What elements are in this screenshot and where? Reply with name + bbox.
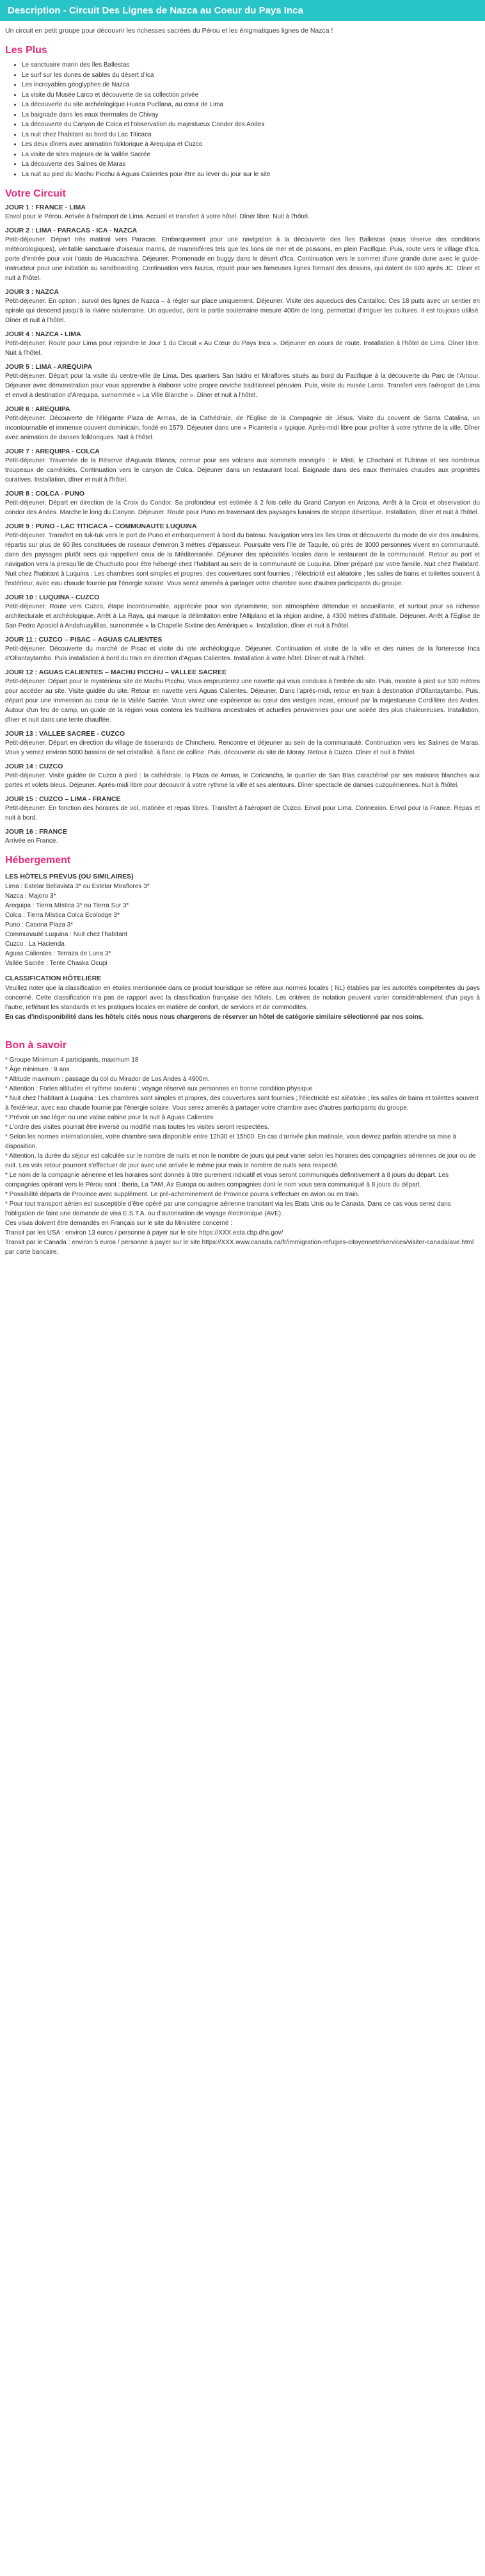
page-title: Description - Circuit Des Lignes de Nazca au Coeur du Pays Inca [0, 0, 485, 21]
bon-a-savoir-heading: Bon à savoir [5, 1040, 67, 1051]
day-text: Petit-déjeuner. Route pour Lima pour rejoindre le Jour 1 du Circuit « Au Cœur du Pays Inca ». Déjeuner en cours de route. Installation à l'hôtel de Lima. Dîner libre. Nuit à l'hôtel. [5, 340, 480, 357]
list-item: * Selon les normes internationales, votre chambre sera disponible entre 12h30 et 15h00. En cas d'arrivée plus matinale, vous devrez parfois attendre sa mise à disposition. [5, 1133, 457, 1151]
hebergement-heading: Hébergement [5, 855, 71, 866]
list-item: Colca : Tierra Mística Colca Ecolodge 3* [5, 912, 120, 919]
list-item: • La nuit chez l'habitant au bord du Lac Titicaca [22, 130, 480, 140]
list-item: • Les deux dîners avec animation folklorique à Arequipa et Cuzco [22, 140, 480, 150]
hotel-list [5, 882, 480, 968]
notes-list [5, 1055, 480, 1257]
list-item: • Les incroyables géoglyphes de Nazca [22, 80, 480, 90]
day-text: Petit-déjeuner. En fonction des horaires de vol, matinée et repas libres. Transfert à l'aéroport de Cuzco. Envol pour Lima. Connexion. Envol pour la France. Repas et nuit à bord. [5, 805, 480, 822]
day-block [5, 795, 480, 823]
list-item: Ces visas doivent être demandés en Français sur le site du Ministère concerné : [5, 1220, 233, 1227]
day-block [5, 522, 480, 588]
day-title: JOUR 7 : AREQUIPA - COLCA [5, 448, 100, 456]
day-block [5, 204, 480, 222]
day-text: Petit-déjeuner. Traversée de la Réserve d'Aguada Blanca, connue pour ses volcans aux sommets enneigés : le Misti, le Chachani et l'Ubinas et ses nombreux troupeaux de camélidés. Continuation vers le canyon de Colca. Déjeuner dans un restaurant local. Baignade dans des eaux thermales chaudes aux propriétés curatives. Installation, dîner et nuit à l'hôtel. [5, 457, 480, 484]
circuit-heading: Votre Circuit [5, 188, 66, 200]
day-title: JOUR 2 : LIMA - PARACAS - ICA - NAZCA [5, 227, 138, 235]
list-item: • Le sanctuaire marin des îles Ballestas [22, 60, 480, 70]
highlights-heading: Les Plus [5, 45, 47, 56]
list-item: Communauté Luquina : Nuit chez l'habitant [5, 931, 127, 939]
day-text: Petit-déjeuner. Route vers Cuzco, étape incontournable, appréciée pour son dynamisme, son atmosphère détendue et accueillante, et surtout pour sa richesse architecturale et archéologique. Arrêt à La Raya, qui marque la délimitation entre l'Altiplano et la région andine, à 4300 mètres d'altitude. Déjeuner. Arrêt à l'Eglise de San Pedro Apostol à Andahuaylillas, surnommée « la Chapelle Sixtine des Amériques ». Installation, dîner et nuit à l'hôtel. [5, 603, 480, 630]
day-title: JOUR 11 : CUZCO – PISAC – AGUAS CALIENTES [5, 636, 163, 644]
day-block [5, 288, 480, 325]
day-text: Petit-déjeuner. Découverte de l'élégante Plaza de Armas, de la Cathédrale, de l'Eglise de la Compagnie de Jésus. Visite du couvent de Santa Catalina, un incontournable et immense couvent dominicain, fondé en 1579. Déjeuner dans une « Picantería » typique. Après-midi libre pour profiter à votre rythme de la ville. Dîner avec animation de danses folkloriques. Nuit à l'hôtel. [5, 415, 480, 442]
list-item: • La nuit au pied du Machu Picchu à Aguas Calientes pour être au lever du jour sur le site [22, 170, 480, 180]
day-text: Petit-déjeuner. En option : survol des lignes de Nazca – à régler sur place uniquement. Déjeuner. Visite des aqueducs des Cantalloc. Ces 18 puits avec un sentier en spirale qui descend jusqu'à la rivière souterraine. Un aqueduc, dont la partie souterraine mesure 400m de long, permettait d'irriguer les cultures. Il est toujours utilisé. Dîner et nuit à l'hôtel. [5, 298, 480, 325]
list-item: * Pour tout transport aérien est susceptible d'être opéré par une compagnie aérienne transitant via les Etats Unis ou le Canada. Dans ce cas vous serez dans l'obligation de faire une demande de visa E.S.T.A. ou d'autorisation de voyage électronique (AVE). [5, 1201, 451, 1218]
day-block [5, 763, 480, 790]
list-item: Puno : Casona Plaza 3* [5, 921, 74, 929]
classification-text: Veuillez noter que la classification en étoiles mentionnée dans ce produit touristique se réfère aux normes locales ( NL) établies par les autorités compétentes du pays concerné. Cette classification n'a pas de rapport avec la classification française des hôtels. Les critères de notation peuvent varier considérablement d'un pays à l'autre, reflétant les standards et les pratiques locales en matière de confort, de services et de commodités. [5, 985, 480, 1012]
list-item: • La visite du Musée Larco et découverte de sa collection privée [22, 90, 480, 101]
list-item: • Le surf sur les dunes de sables du désert d'Ica [22, 70, 480, 81]
day-text: Petit-déjeuner. Transfert en tuk-tuk vers le port de Puno et embarquement à bord du bateau. Navigation vers les îles Uros et découverte du mode de vie des insulaires, répartis sur plus de 60 îles constituées de roseaux d'environ 3 mètres d'épaisseur. Poursuite vers l'île de Taquile, où près de 3000 personnes vivent en communauté, dans des paysages plutôt secs qui rappellent ceux de la Méditerranée. Déjeuner des spécialités locales dans le restaurant de la communauté. Retour au port et navigation vers la presqu'île de Chuchuito pour être hébergé chez l'habitant au sein de la communauté de Luquina. Dîner préparé par votre famille. Nuit chez l'habitant. Nuit chez l'habitant à Luquina : Les chambres sont simples et propres, des couvertures sont fournies ; l'électricité est aléatoire ; les salles de bains et toilettes souvent à l'extérieur, avec eau chaude fournie par l'énergie solaire. Vous serez amenés à partager votre chambre avec d'autres participants du groupe. [5, 532, 480, 588]
list-item: Aguas Calientes : Terraza de Luna 3* [5, 950, 111, 958]
day-block [5, 363, 480, 400]
day-block [5, 330, 480, 358]
list-item: Lima : Estelar Bellavista 3* ou Estelar Miraflores 3* [5, 883, 150, 891]
list-item: • La visite de sites majeurs de la Vallée Sacrée [22, 150, 480, 160]
list-item: * Le nom de la compagnie aérienne et les horaires sont donnés à titre purement indicatif et vous seront communiqués définitivement à 8 jours du départ. Les compagnies opérant vers le Pérou sont : Iberia, La TAM, Air Europa ou autres compagnies dont le nom vous sera communiqué à 8 jours du départ. [5, 1172, 449, 1189]
day-text: Petit-déjeuner. Départ pour le mystérieux site de Machu Picchu. Vous emprunterez une navette qui vous conduira à l'entrée du site. Puis, montée à pied sur 500 mètres pour accéder au site. Visite guidée du site. Retour en navette vers Aguas Calientes. Déjeuner. Dans l'après-midi, retour en train à destination d'Ollantaytambo. Puis, départ pour une immersion au cœur de la Vallée Sacrée. Vous vivrez une expérience au cœur des vestiges incas, entouré par la majestueuse Cordillère des Andes. Autour d'un feu de camp, un guide de la région vous contera les traditions ancestrales et actuelles péruviennes pour une soirée des plus chaleureuses. Installation, dîner et nuit dans une tente chauffée. [5, 678, 480, 724]
list-item: Vallée Sacrée : Tente Chaska Ocupi [5, 960, 107, 968]
list-item: * Attention : Fortes altitudes et rythme soutenu ; voyage réservé aux personnes en bonne condition physique [5, 1085, 313, 1093]
day-text: Petit-déjeuner. Départ en direction du village de tisserands de Chinchero. Rencontre et déjeuner au sein de la communauté. Continuation vers les Salines de Maras. Vous y verrez environ 5000 bassins de sel cristallisé, à flanc de colline. Puis, découverte du site de Moray. Retour à Cuzco. Dîner et nuit à l'hôtel. [5, 740, 480, 757]
day-title: JOUR 1 : FRANCE - LIMA [5, 204, 86, 212]
list-item: • La baignade dans les eaux thermales de Chivay [22, 110, 480, 120]
list-item: * Possibilité départs de Province avec supplément. Le pré-acheminement de Province pourra s'effectuer en avion ou en train. [5, 1191, 360, 1199]
day-block [5, 594, 480, 631]
day-block [5, 668, 480, 725]
list-item: * L'ordre des visites pourrait être inversé ou modifié mais toutes les visites seront respectées. [5, 1124, 269, 1131]
day-text: Petit-déjeuner. Découverte du marché de Pisac et visite du site archéologique. Déjeuner. Continuation et visite de la ville et des ruines de la forteresse Inca d'Ollantaytambo. Puis installation à bord du train en direction d'Aguas Calientes. Installation à votre hôtel. Dîner et nuit à l'hôtel. [5, 645, 480, 663]
list-item: * Groupe Minimum 4 participants, maximum 18 [5, 1057, 139, 1064]
highlights-list [5, 60, 480, 179]
list-item: Transit par le Canada : environ 5 euros / personne à payer sur le site https://XXX.www.canada.ca/fr/immigration-refugies-citoyennete/services/visiter-canada/ave.html par carte bancaire. [5, 1239, 474, 1256]
list-item: • La découverte des Salines de Maras [22, 159, 480, 170]
day-text: Petit-déjeuner. Départ en direction de la Croix du Condor. Sa profondeur est estimée à 2 fois celle du Grand Canyon en Arizona. Arrêt à la Croix et observation du condor des Andes. Marche le long du Canyon. Déjeuner. Route pour Puno en traversant des paysages lunaires de steppe désertique. Installation, dîner et nuit à l'hôtel. [5, 499, 480, 517]
intro-text: Un circuit en petit groupe pour découvrir les richesses sacrées du Pérou et les énigmatiques lignes de Nazca ! [5, 27, 333, 35]
list-item: Cuzco : La Hacienda [5, 941, 65, 948]
day-block [5, 405, 480, 442]
list-item: * Altitude maximum : passage du col du Mirador de Los Andes à 4900m. [5, 1076, 210, 1083]
day-block [5, 227, 480, 283]
day-text: Arrivée en France. [5, 838, 58, 845]
day-title: JOUR 6 : AREQUIPA [5, 405, 70, 414]
day-title: JOUR 15 : CUZCO – LIMA - FRANCE [5, 795, 121, 804]
circuit-days [5, 204, 480, 846]
day-text: Petit-déjeuner. Visite guidée de Cuzco à pied : la cathédrale, la Plaza de Armas, le Coricancha, le quartier de San Blas caractérisé par ses maisons blanches aux portes et volets bleus. Déjeuner. Après-midi libre pour découvrir à votre rythme la ville et ses alentours. Dîner spectacle de danses cuzquéniennes. Nuit à l'hôtel. [5, 772, 480, 790]
list-item: Arequipa : Tierra Mística 3* ou Tierra Sur 3* [5, 902, 129, 910]
list-item: * Nuit chez l'habitant à Luquina : Les chambres sont simples et propres, des couvertures sont fournies ; l'électricité est aléatoire ; les salles de bains et toilettes souvent à l'extérieur, avec eau chaude fournie par l'énergie solaire. Vous serez amenés à partager votre chambre avec d'autres participants du groupe. [5, 1095, 479, 1112]
day-text: Petit-déjeuner. Départ pour la visite du centre-ville de Lima. Des quartiers San Isidro et Miraflores situés au bord du Pacifique à la découverte du Parc de l'Amour. Déjeuner avec démonstration pour vous apprendre à élaborer votre propre ceviche traditionnel péruvien. Puis, visite du musée Larco. Transfert vers l'aéroport de Lima et envol à destination d'Arequipa, surnommée « La Ville Blanche ». Dîner et nuit à l'hôtel. [5, 373, 480, 400]
day-block [5, 490, 480, 517]
day-text: Envol pour le Pérou. Arrivée à l'aéroport de Lima. Accueil et transfert à votre hôtel. Dîner libre. Nuit à l'hôtel. [5, 213, 310, 221]
day-title: JOUR 14 : CUZCO [5, 763, 63, 771]
day-block [5, 448, 480, 485]
day-block [5, 730, 480, 757]
day-title: JOUR 16 : FRANCE [5, 828, 67, 836]
list-item: * Âge minimum : 9 ans [5, 1066, 70, 1074]
list-item: * Attention, la durée du séjour est calculée sur le nombre de nuits et non le nombre de jours qui peut varier selon les horaires des compagnies aériennes de jour ou de nuit. Les vols retour pourront s'effectuer de jour avec une arrivée le même jour mais le nombre de nuits sera respecté. [5, 1153, 476, 1170]
day-title: JOUR 9 : PUNO - LAC TITICACA – COMMUNAUTE LUQUINA [5, 522, 197, 531]
day-title: JOUR 3 : NAZCA [5, 288, 60, 296]
list-item: • La découverte du Canyon de Colca et l'observation du majestueux Condor des Andes [22, 120, 480, 130]
list-item: • La découverte du site archéologique Huaca Pucllana, au cœur de Lima [22, 100, 480, 110]
day-title: JOUR 12 : AGUAS CALIENTES – MACHU PICCHU – VALLEE SACREE [5, 668, 227, 677]
day-title: JOUR 13 : VALLEE SACREE - CUZCO [5, 730, 125, 738]
day-title: JOUR 8 : COLCA - PUNO [5, 490, 84, 498]
hotels-title: LES HÔTELS PRÉVUS (OU SIMILAIRES) [5, 873, 134, 881]
day-text: Petit-déjeuner. Départ très matinal vers Paracas. Embarquement pour une navigation à la découverte des îles Ballestas (sous réserve des conditions météorologiques), véritable sanctuaire d'oiseaux marins, de mammifères tels que les lions de mer et de poissons, en plein Pacifique. Puis, route vers le village d'Ica, porte d'entrée pour voir l'oasis de Huacachina. Déjeuner. Promenade en buggy dans le désert d'Ica. Continuation vers le sommet d'une grande dune avec le guide-instructeur pour une initiation au sandboarding. Continuation vers Nazca, réputé pour ses fameuses lignes formant des dessins, qui datent de 600 après JC. Dîner et nuit à l'hôtel. [5, 236, 480, 282]
spacer [5, 1022, 480, 1031]
day-title: JOUR 10 : LUQUINA - CUZCO [5, 594, 100, 602]
list-item: * Prévoir un sac léger ou une valise cabine pour la nuit à Aguas Calientes [5, 1114, 214, 1122]
list-item: Nazca : Majoro 3* [5, 893, 56, 900]
list-item: Transit par les USA : environ 13 euros / personne à payer sur le site https://XXX.esta.cbp.dhs.gov/ [5, 1229, 283, 1237]
day-title: JOUR 4 : NAZCA - LIMA [5, 330, 81, 339]
day-block [5, 828, 480, 846]
day-title: JOUR 5 : LIMA - AREQUIPA [5, 363, 93, 371]
day-block [5, 636, 480, 663]
classification-warning: En cas d'indisponibilité dans les hôtels cités nous nous chargerons de réserver un hôtel de catégorie similaire sélectionné par nos soins. [5, 1014, 424, 1021]
classification-title: CLASSIFICATION HÔTELIÈRE [5, 975, 102, 983]
